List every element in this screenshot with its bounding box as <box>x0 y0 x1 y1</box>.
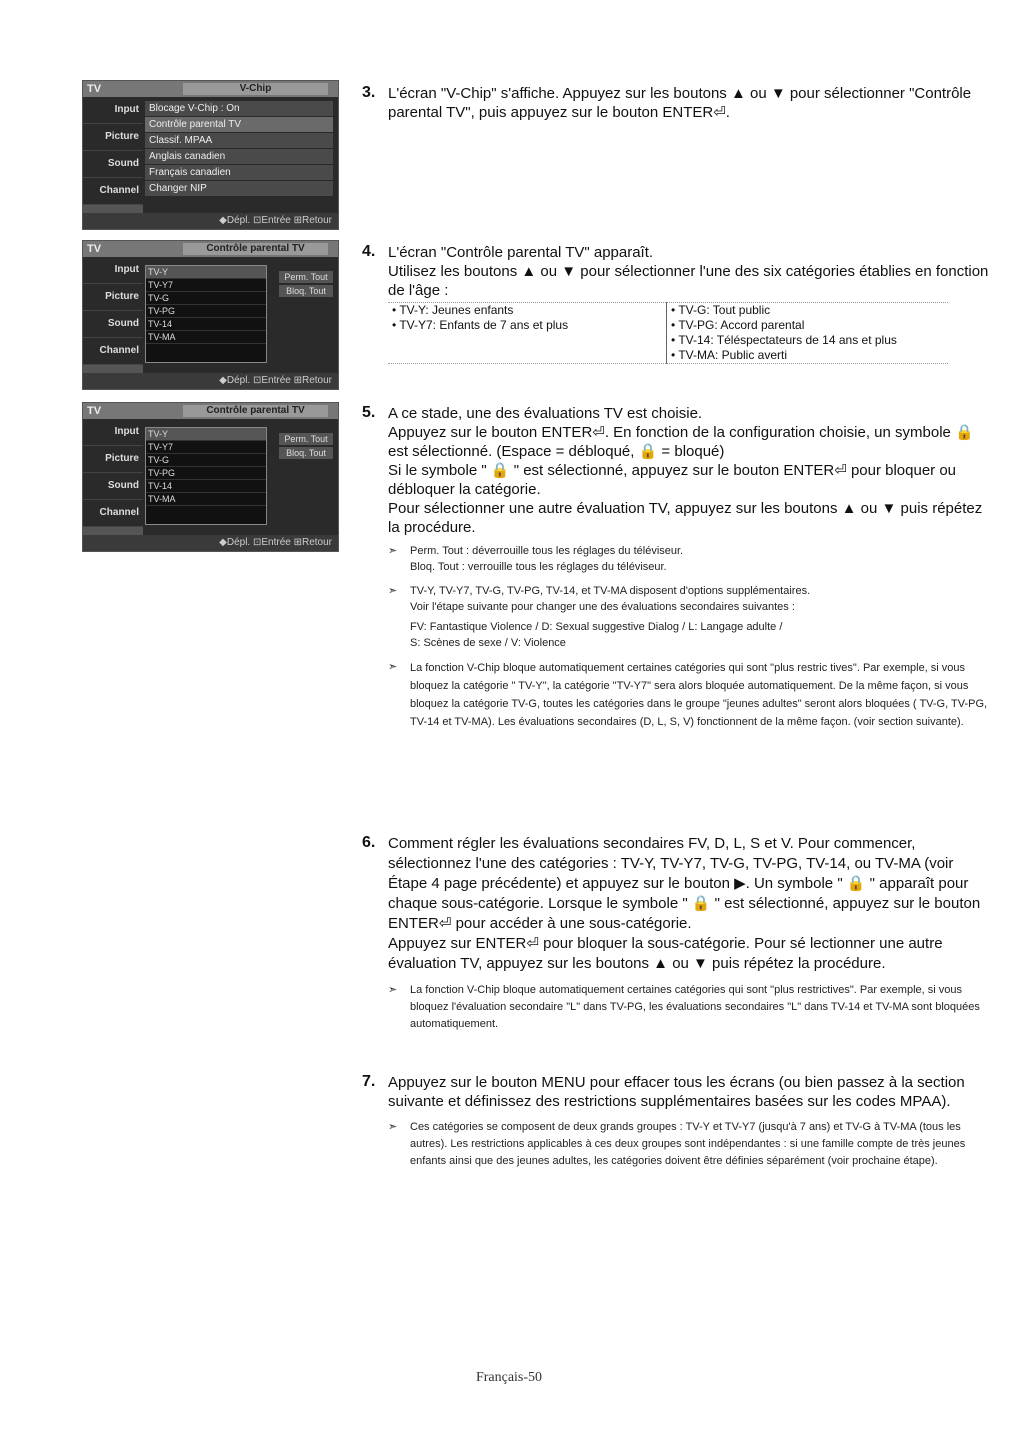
side-sound: Sound <box>83 473 143 500</box>
step-number: 7. <box>362 1073 376 1090</box>
step-text: L'écran "Contrôle parental TV" apparaît. <box>388 244 654 261</box>
note-text: Voir l'étape suivante pour changer une des évaluations secondaires suivantes : <box>410 601 795 613</box>
age-table <box>388 302 948 364</box>
step-text: Pour sélectionner une autre évaluation TV, appuyez sur les boutons ▲ ou ▼ puis répétez la procédure. <box>388 500 983 536</box>
menu-item: Contrôle parental TV <box>145 117 333 132</box>
allow-all-button: Perm. Tout <box>279 433 333 445</box>
screen-subtitle: V-Chip <box>183 83 328 95</box>
side-picture: Picture <box>83 124 143 151</box>
block-all-button: Bloq. Tout <box>279 447 333 459</box>
step-text: A ce stade, une des évaluations TV est choisie. <box>388 405 703 422</box>
parental-screen-selected <box>82 402 339 552</box>
note: ➣ Perm. Tout : déverrouille tous les réglages du téléviseur. Bloq. Tout : verrouille tous les réglages du téléviseur. <box>388 543 992 575</box>
step-3 <box>362 84 992 122</box>
screen-title: TV V-Chip <box>83 81 338 97</box>
screen-sidebar <box>83 97 143 211</box>
step-text: Appuyez sur le bouton ENTER⏎. En fonction de la configuration choisie, un symbole 🔒 est sélectionné. (Espace = débloqué, 🔒 = bloqué) <box>388 424 974 460</box>
menu-item: Anglais canadien <box>145 149 333 164</box>
step-number: 5. <box>362 404 376 421</box>
rating-row: TV-14 <box>146 318 266 331</box>
note-text: FV: Fantastique Violence / D: Sexual suggestive Dialog / L: Langage adulte / <box>410 621 783 633</box>
screen-title: TV Contrôle parental TV <box>83 403 338 419</box>
step-text: Si le symbole " 🔒 " est sélectionné, appuyez sur le bouton ENTER⏎ pour bloquer ou débloquer la catégorie. <box>388 462 957 498</box>
note: ➣ La fonction V-Chip bloque automatiquement certaines catégories qui sont "plus restric tives". Par exemple, si vous bloquez la catégorie " TV-Y", la catégorie "TV-Y7" sera alors bloquée automatiquement. De la même façon, si vous bloquez la catégorie TV-G, toutes les catégories dans le groupe "jeunes adultes" seront alors bloquées ( TV-G, TV-PG, TV-14 et TV-MA). Les évaluations secondaires (D, L, S, V) fonctionnent de la même façon. (voir section suivante). <box>388 659 992 731</box>
rating-row: TV-G <box>146 292 266 305</box>
screen-subtitle: Contrôle parental TV <box>183 405 328 417</box>
menu-item: Blocage V-Chip : On <box>145 101 333 116</box>
step-6 <box>362 834 992 1033</box>
note: ➣ La fonction V-Chip bloque automatiquement certaines catégories qui sont "plus restrictives". Par exemple, si vous bloquez l'évaluation secondaire "L" dans TV-PG, les évaluations secondaires "L" dans TV-14 et TV-MA sont bloquées automatiquement. <box>388 982 992 1033</box>
rating-row: TV-PG <box>146 467 266 480</box>
side-channel: Channel <box>83 178 143 205</box>
screen-footer: ◆Dépl. ⊡Entrée ⊞Retour <box>83 373 338 389</box>
rating-row: TV-PG <box>146 305 266 318</box>
side-input: Input <box>83 419 143 446</box>
step-text: Comment régler les évaluations secondaires FV, D, L, S et V. Pour commencer, sélectionnez l'une des catégories : TV-Y, TV-Y7, TV-G, TV-PG, TV-14, ou TV-MA (voir Étape 4 page précédente) et appuyez sur le bouton ▶. Un symbole " 🔒 " apparaît pour chaque sous-catégorie. Lorsque le symbole " 🔒 " est sélectionné, appuyez sur le bouton ENTER⏎ pour accéder à une sous-catégorie. <box>388 835 981 932</box>
step-text: Appuyez sur le bouton MENU pour effacer tous les écrans (ou bien passez à la section suivante et définissez des restrictions supplémentaires basées sur les codes MPAA). <box>388 1074 965 1110</box>
note-text: La fonction V-Chip bloque automatiquement certaines catégories qui sont "plus restric tives". Par exemple, si vous bloquez la catégorie " TV-Y", la catégorie "TV-Y7" sera alors bloquée automatiquement. De la même façon, si vous bloquez la catégorie TV-G, toutes les catégories dans le groupe "jeunes adultes" seront alors bloquées ( TV-G, TV-PG, TV-14 et TV-MA). Les évaluations secondaires (D, L, S, V) fonctionnent de la même façon. (voir section suivante). <box>410 662 988 728</box>
note: ➣ TV-Y, TV-Y7, TV-G, TV-PG, TV-14, et TV-MA disposent d'options supplémentaires. Voir l'étape suivante pour changer une des évaluations secondaires suivantes : FV: Fantastique Violence / D: Sexual suggestive Dialog / L: Langage adulte / S: Scènes de sexe / V: Violence <box>388 583 992 651</box>
step-text: Appuyez sur ENTER⏎ pour bloquer la sous-catégorie. Pour sé lectionner une autre évaluation TV, appuyez sur les boutons ▲ ou ▼ puis répétez la procédure. <box>388 935 943 972</box>
side-picture: Picture <box>83 446 143 473</box>
step-text: Utilisez les boutons ▲ ou ▼ pour sélectionner l'une des six catégories établies en fonction de l'âge : <box>388 263 989 299</box>
side-picture: Picture <box>83 284 143 311</box>
screen-sidebar <box>83 257 143 371</box>
note-text: Ces catégories se composent de deux grands groupes : TV-Y et TV-Y7 (jusqu'à 7 ans) et TV-G à TV-MA (tous les autres). Les restrictions applicables à ces deux groupes sont indépendantes : si une famille compte de très jeunes enfants ainsi que des jeunes adultes, les catégories doivent être définies séparément (voir prochaine étape). <box>410 1121 966 1167</box>
side-input: Input <box>83 97 143 124</box>
page-number: Français-50 <box>475 1370 543 1385</box>
rating-row: TV-Y7 <box>146 441 266 454</box>
side-sound: Sound <box>83 311 143 338</box>
note-text: Perm. Tout : déverrouille tous les réglages du téléviseur. <box>410 545 684 557</box>
side-input: Input <box>83 257 143 284</box>
age-cell: • TV-PG: Accord parental <box>671 318 805 332</box>
rating-grid <box>145 265 267 363</box>
block-all-button: Bloq. Tout <box>279 285 333 297</box>
note: ➣ Ces catégories se composent de deux grands groupes : TV-Y et TV-Y7 (jusqu'à 7 ans) et TV-G à TV-MA (tous les autres). Les restrictions applicables à ces deux groupes sont indépendantes : si une famille compte de très jeunes enfants ainsi que des jeunes adultes, les catégories doivent être définies séparément (voir prochaine étape). <box>388 1119 992 1170</box>
step-text: L'écran "V-Chip" s'affiche. Appuyez sur les boutons ▲ ou ▼ pour sélectionner "Contrôle parental TV", puis appuyez sur le bouton ENTER⏎. <box>388 85 972 121</box>
menu-item: Classif. MPAA <box>145 133 333 148</box>
age-cell: • TV-Y7: Enfants de 7 ans et plus <box>388 318 667 333</box>
parental-screen <box>82 240 339 390</box>
note-text: TV-Y, TV-Y7, TV-G, TV-PG, TV-14, et TV-MA disposent d'options supplémentaires. <box>410 585 811 597</box>
step-number: 3. <box>362 84 376 101</box>
rating-row: TV-G <box>146 454 266 467</box>
side-channel: Channel <box>83 338 143 365</box>
age-cell <box>388 333 667 348</box>
screen-menu <box>145 101 333 197</box>
age-cell: • TV-MA: Public averti <box>671 348 788 362</box>
rating-row: TV-Y <box>146 266 266 279</box>
screen-footer: ◆Dépl. ⊡Entrée ⊞Retour <box>83 535 338 551</box>
note-text: La fonction V-Chip bloque automatiquement certaines catégories qui sont "plus restrictives". Par exemple, si vous bloquez l'évaluation secondaire "L" dans TV-PG, les évaluations secondaires "L" dans TV-14 et TV-MA sont bloquées automatiquement. <box>410 984 980 1030</box>
side-channel: Channel <box>83 500 143 527</box>
rating-row: TV-MA <box>146 493 266 506</box>
step-number: 6. <box>362 834 376 851</box>
rating-row: TV-Y <box>146 428 266 441</box>
note-text: S: Scènes de sexe / V: Violence <box>410 637 566 649</box>
step-4 <box>362 243 992 364</box>
rating-grid <box>145 427 267 525</box>
rating-row: TV-14 <box>146 480 266 493</box>
rating-row: TV-MA <box>146 331 266 344</box>
screen-subtitle: Contrôle parental TV <box>183 243 328 255</box>
rating-row: TV-Y7 <box>146 279 266 292</box>
age-cell: • TV-14: Téléspectateurs de 14 ans et plus <box>671 333 897 347</box>
side-sound: Sound <box>83 151 143 178</box>
note-text: Bloq. Tout : verrouille tous les réglages du téléviseur. <box>410 561 667 573</box>
age-cell: • TV-G: Tout public <box>671 303 771 317</box>
step-number: 4. <box>362 243 376 260</box>
step-5 <box>362 404 992 731</box>
age-cell <box>388 348 667 364</box>
step-7 <box>362 1073 992 1170</box>
menu-item: Changer NIP <box>145 181 333 196</box>
menu-item: Français canadien <box>145 165 333 180</box>
screen-sidebar <box>83 419 143 533</box>
age-cell: • TV-Y: Jeunes enfants <box>388 303 667 319</box>
allow-all-button: Perm. Tout <box>279 271 333 283</box>
screen-footer: ◆Dépl. ⊡Entrée ⊞Retour <box>83 213 338 229</box>
screen-title: TV Contrôle parental TV <box>83 241 338 257</box>
vchip-screen <box>82 80 339 230</box>
